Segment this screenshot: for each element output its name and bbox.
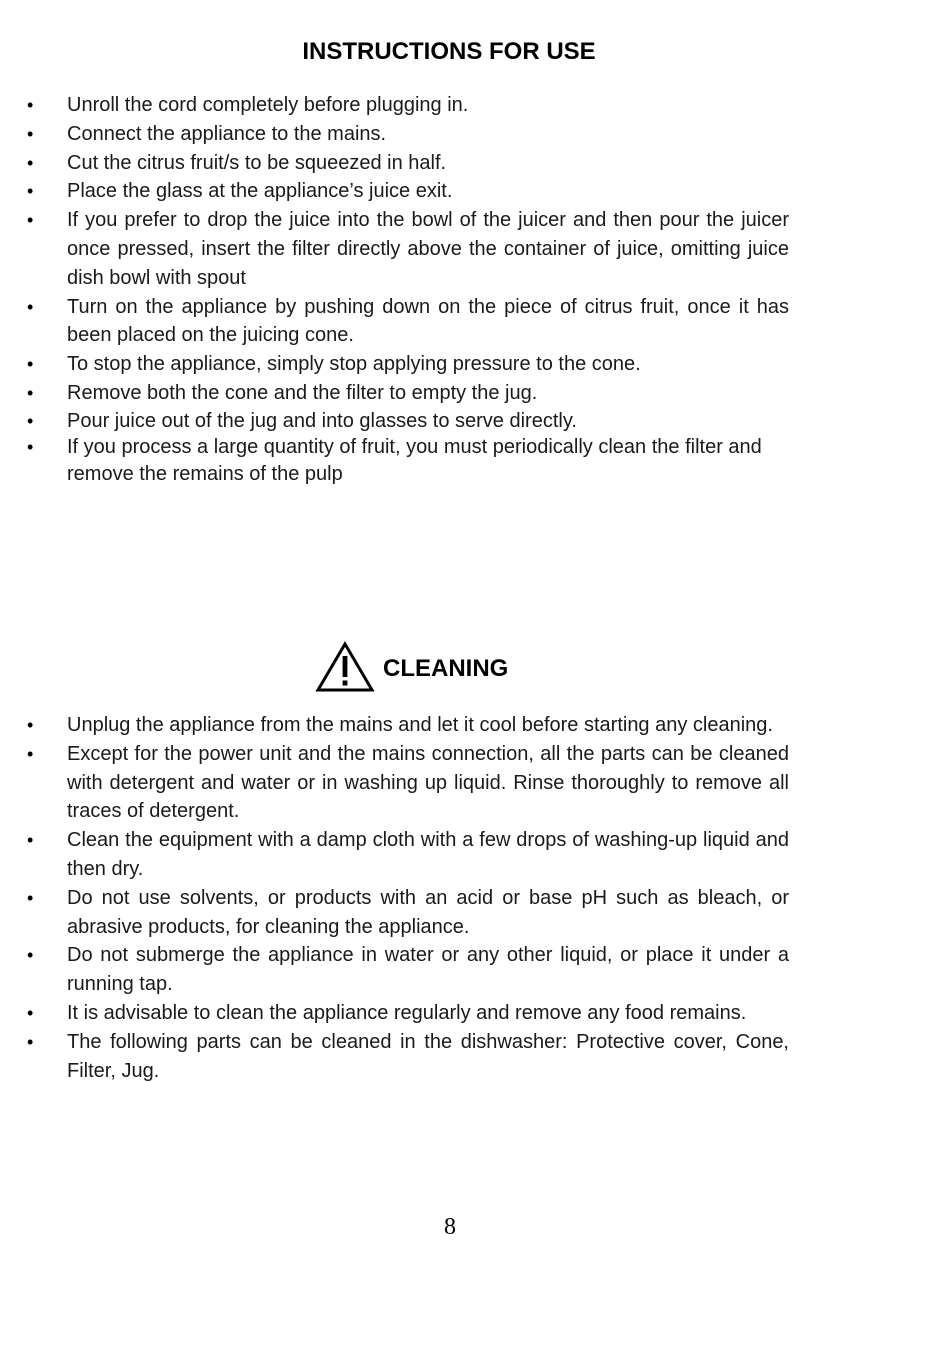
bullet-icon: • bbox=[27, 945, 34, 966]
list-item-text: Except for the power unit and the mains connection, all the parts can be cleaned with detergent and water or in washing up liquid. Rinse thoroughly to remove all traces of detergent. bbox=[67, 742, 789, 823]
list-item bbox=[0, 941, 789, 999]
list-item bbox=[0, 177, 789, 206]
list-item bbox=[0, 884, 789, 942]
bullet-icon: • bbox=[27, 715, 34, 735]
bullet-icon: • bbox=[27, 210, 34, 231]
list-item-text: To stop the appliance, simply stop applying pressure to the cone. bbox=[67, 353, 641, 376]
cleaning-heading bbox=[315, 641, 508, 693]
bullet-icon: • bbox=[27, 1031, 34, 1052]
warning-triangle-icon bbox=[315, 641, 375, 693]
list-item-text: If you process a large quantity of fruit, you must periodically clean the filter and remove the remains of the pulp bbox=[67, 436, 762, 485]
list-item bbox=[0, 1028, 789, 1086]
bullet-icon: • bbox=[27, 296, 34, 317]
list-item bbox=[0, 379, 789, 408]
list-item-text: If you prefer to drop the juice into the bowl of the juicer and then pour the juicer once pressed, insert the filter directly above the container of juice, omitting juice dish bowl with spout bbox=[67, 209, 789, 289]
list-item-text: Unplug the appliance from the mains and let it cool before starting any cleaning. bbox=[67, 714, 773, 736]
bullet-icon: • bbox=[27, 181, 34, 202]
bullet-icon: • bbox=[27, 382, 34, 403]
list-item bbox=[0, 826, 789, 884]
list-item-text: Connect the appliance to the mains. bbox=[67, 122, 387, 145]
list-item-text: Unroll the cord completely before plugging in. bbox=[67, 94, 469, 116]
list-item bbox=[0, 434, 817, 487]
bullet-icon: • bbox=[27, 152, 34, 173]
list-item bbox=[0, 91, 789, 120]
bullet-icon: • bbox=[27, 1002, 34, 1023]
list-item-text: Clean the equipment with a damp cloth with a few drops of washing-up liquid and then dry. bbox=[67, 829, 789, 880]
instructions-list bbox=[0, 91, 817, 487]
bullet-icon: • bbox=[27, 354, 34, 375]
bullet-icon: • bbox=[27, 743, 34, 764]
bullet-icon: • bbox=[27, 410, 34, 431]
list-item-text: It is advisable to clean the appliance regularly and remove any food remains. bbox=[67, 1001, 747, 1024]
page-number: 8 bbox=[444, 1214, 456, 1240]
list-item bbox=[0, 206, 789, 292]
list-item bbox=[0, 149, 789, 178]
list-item bbox=[0, 350, 789, 379]
list-item bbox=[0, 408, 789, 435]
list-item bbox=[0, 293, 789, 351]
list-item-text: Pour juice out of the jug and into glasses to serve directly. bbox=[67, 409, 577, 432]
list-item-text: The following parts can be cleaned in the dishwasher: Protective cover, Cone, Filter, Jug. bbox=[67, 1030, 789, 1082]
bullet-icon: • bbox=[27, 887, 34, 908]
cleaning-title: CLEANING bbox=[383, 655, 509, 682]
list-item bbox=[0, 740, 789, 826]
list-item-text: Turn on the appliance by pushing down on the piece of citrus fruit, once it has been placed on the juicing cone. bbox=[67, 295, 789, 347]
instructions-title: INSTRUCTIONS FOR USE bbox=[302, 38, 596, 65]
bullet-icon: • bbox=[27, 95, 34, 115]
list-item-text: Do not submerge the appliance in water or any other liquid, or place it under a running tap. bbox=[67, 944, 789, 996]
bullet-icon: • bbox=[27, 123, 34, 144]
cleaning-list bbox=[0, 711, 789, 1085]
list-item-text: Cut the citrus fruit/s to be squeezed in half. bbox=[67, 151, 447, 174]
list-item bbox=[0, 120, 789, 149]
list-item bbox=[0, 711, 789, 740]
bullet-icon: • bbox=[27, 830, 34, 851]
bullet-icon: • bbox=[27, 437, 34, 458]
list-item-text: Remove both the cone and the filter to empty the jug. bbox=[67, 381, 538, 404]
list-item-text: Place the glass at the appliance’s juice exit. bbox=[67, 180, 453, 203]
list-item bbox=[0, 999, 789, 1028]
list-item-text: Do not use solvents, or products with an acid or base pH such as bleach, or abrasive products, for cleaning the appliance. bbox=[67, 886, 789, 938]
